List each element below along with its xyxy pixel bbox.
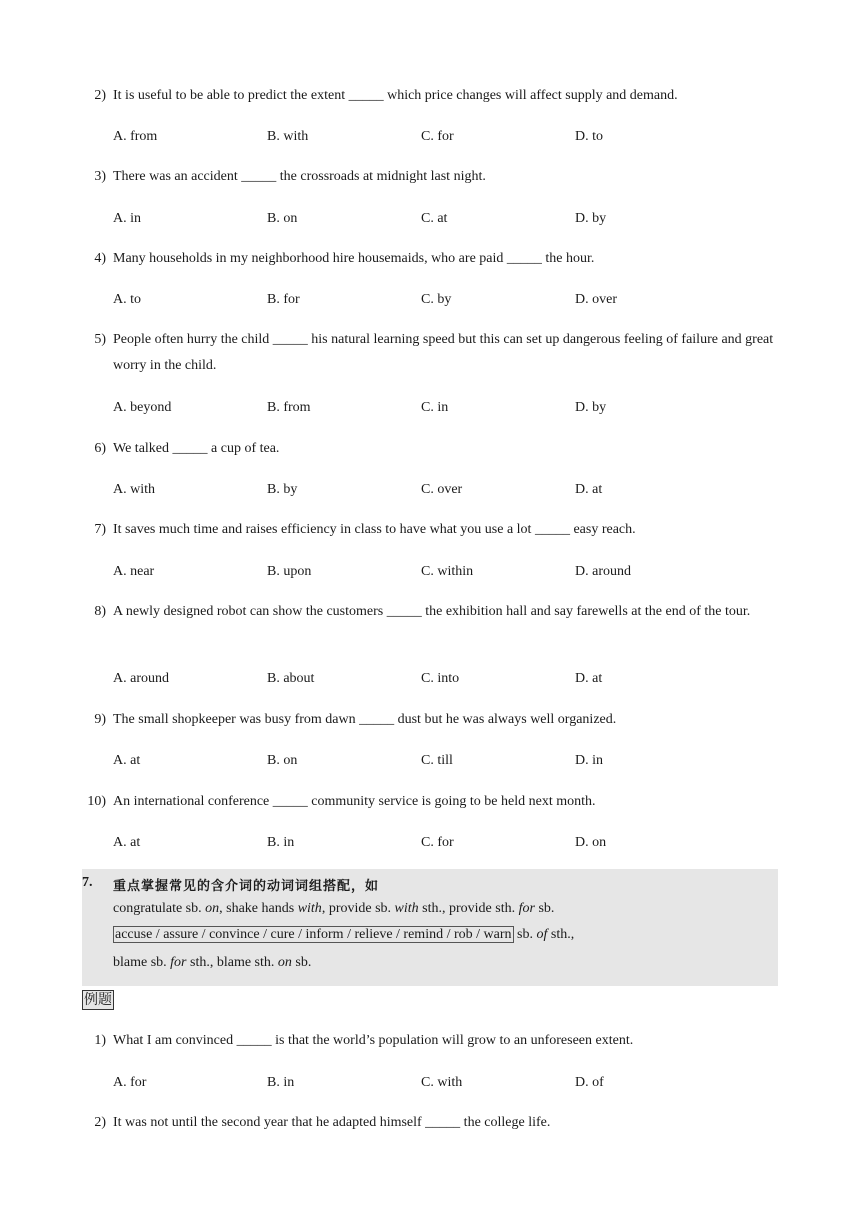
option-b: B. for: [267, 292, 300, 307]
option-b: B. in: [267, 1075, 295, 1090]
question-number: 1): [94, 1033, 106, 1048]
question-4: [82, 246, 782, 272]
question-number: 10): [87, 794, 106, 809]
option-d: D. at: [575, 482, 603, 497]
option-d: D. at: [575, 671, 603, 686]
question-stem: We talked _____ a cup of tea.: [113, 441, 280, 456]
option-a: A. at: [113, 835, 141, 850]
option-c: C. at: [421, 211, 448, 226]
question-number: 5): [94, 332, 106, 347]
example-question-2: [82, 1110, 782, 1136]
option-b: B. on: [267, 753, 298, 768]
question-2: [82, 83, 782, 109]
option-c: C. for: [421, 835, 454, 850]
option-c: C. over: [421, 482, 463, 497]
section-title: 重点掌握常见的含介词的动词词组搭配，如: [113, 879, 380, 894]
boxed-verb-list: accuse / assure / convince / cure / inform / relieve / remind / rob / warn: [115, 927, 512, 942]
question-number: 3): [94, 169, 106, 184]
grammar-point-section: [82, 869, 778, 986]
question-9: [82, 707, 782, 733]
question-number: 2): [94, 88, 106, 103]
option-a: A. near: [113, 564, 155, 579]
question-stem: It is useful to be able to predict the extent _____ which price changes will affect supply and demand.: [113, 88, 678, 103]
option-b: B. by: [267, 482, 298, 497]
question-number: 2): [94, 1115, 106, 1130]
option-a: A. beyond: [113, 400, 172, 415]
question-stem: What I am convinced _____ is that the world’s population will grow to an unforeseen extent.: [113, 1033, 634, 1048]
question-10: [82, 789, 782, 815]
option-c: C. within: [421, 564, 474, 579]
question-stem: It was not until the second year that he adapted himself _____ the college life.: [113, 1115, 551, 1130]
question-5: [82, 327, 782, 379]
option-b: B. on: [267, 211, 298, 226]
collocation-line-3: blame sb. for sth., blame sth. on sb.: [113, 955, 312, 970]
option-d: D. on: [575, 835, 607, 850]
question-number: 9): [94, 712, 106, 727]
question-number: 6): [94, 441, 106, 456]
option-b: B. about: [267, 671, 315, 686]
option-a: A. in: [113, 211, 141, 226]
collocation-line-2: accuse / assure / convince / cure / inform / relieve / remind / rob / warn sb. of sth.,: [115, 927, 575, 942]
section-number: 7.: [82, 875, 93, 890]
option-b: B. in: [267, 835, 295, 850]
question-stem: It saves much time and raises efficiency in class to have what you use a lot _____ easy reach.: [113, 522, 636, 537]
option-c: C. in: [421, 400, 449, 415]
question-7: [82, 517, 782, 543]
question-number: 7): [94, 522, 106, 537]
question-stem: A newly designed robot can show the customers _____ the exhibition hall and say farewells at the end of the tour.: [113, 604, 751, 619]
option-c: C. by: [421, 292, 452, 307]
option-b: B. upon: [267, 564, 312, 579]
option-a: A. to: [113, 292, 141, 307]
option-a: A. around: [113, 671, 169, 686]
question-8: [82, 599, 782, 625]
question-number: 4): [94, 251, 106, 266]
question-stem: People often hurry the child _____ his natural learning speed but this can set up dangerous feeling of failure and great worry in the child.: [113, 332, 774, 373]
option-d: D. of: [575, 1075, 604, 1090]
option-c: C. into: [421, 671, 460, 686]
option-d: D. over: [575, 292, 617, 307]
option-d: D. around: [575, 564, 631, 579]
example-question-1: [82, 1028, 782, 1054]
option-c: C. with: [421, 1075, 463, 1090]
question-stem: The small shopkeeper was busy from dawn _____ dust but he was always well organized.: [113, 712, 617, 727]
option-c: C. till: [421, 753, 453, 768]
option-a: A. with: [113, 482, 155, 497]
option-d: D. in: [575, 753, 603, 768]
question-stem: An international conference _____ community service is going to be held next month.: [113, 794, 596, 809]
example-tag: 例题: [84, 992, 112, 1008]
option-a: A. for: [113, 1075, 147, 1090]
option-d: D. by: [575, 211, 607, 226]
question-stem: Many households in my neighborhood hire housemaids, who are paid _____ the hour.: [113, 251, 595, 266]
option-a: A. from: [113, 129, 158, 144]
option-d: D. by: [575, 400, 607, 415]
question-3: [82, 164, 782, 190]
option-b: B. with: [267, 129, 309, 144]
question-stem: There was an accident _____ the crossroads at midnight last night.: [113, 169, 486, 184]
option-c: C. for: [421, 129, 454, 144]
option-d: D. to: [575, 129, 603, 144]
question-number: 8): [94, 604, 106, 619]
collocation-line-1: congratulate sb. on, shake hands with, provide sb. with sth., provide sth. for sb.: [113, 901, 555, 916]
option-a: A. at: [113, 753, 141, 768]
option-b: B. from: [267, 400, 311, 415]
question-6: [82, 436, 782, 462]
